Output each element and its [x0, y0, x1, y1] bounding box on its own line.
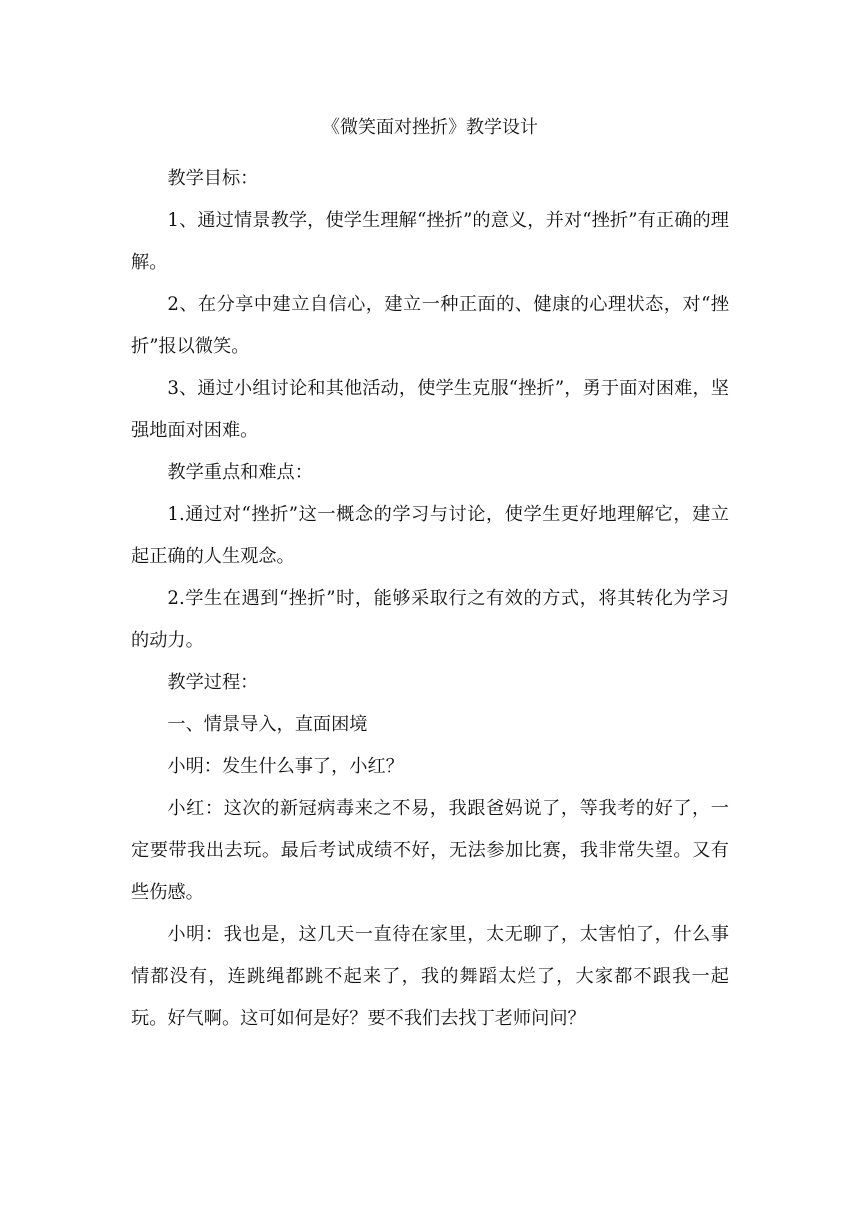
- objective-item: 2、在分享中建立自信心，建立一种正面的、健康的心理状态，对“挫折”报以微笑。: [131, 294, 729, 357]
- dialogue-line: 小明：我也是，这几天一直待在家里，太无聊了，太害怕了，什么事情都没有，连跳绳都跳不起来了，我的舞蹈太烂了，大家都不跟我一起玩。好气啊。这可如何是好？要不我们去找丁老师问问？: [131, 924, 729, 1029]
- document-body: [131, 112, 729, 1040]
- objective-item: 3、通过小组讨论和其他活动，使学生克服“挫折”，勇于面对困难，坚强地面对困难。: [131, 378, 729, 441]
- dialogue-line: 小红：这次的新冠病毒来之不易，我跟爸妈说了，等我考的好了，一定要带我出去玩。最后考试成绩不好，无法参加比赛，我非常失望。又有些伤感。: [131, 798, 729, 903]
- document-title: 《微笑面对挫折》教学设计: [322, 117, 538, 138]
- key-point-item: 1.通过对“挫折”这一概念的学习与讨论，使学生更好地理解它，建立起正确的人生观念。: [131, 504, 729, 567]
- objective-item: 1、通过情景教学，使学生理解“挫折”的意义，并对“挫折”有正确的理解。: [131, 210, 729, 273]
- key-point-item: 2.学生在遇到“挫折”时，能够采取行之有效的方式，将其转化为学习的动力。: [131, 588, 729, 651]
- section-one-heading: 一、情景导入，直面困境: [167, 714, 368, 735]
- dialogue-line: 小明：发生什么事了，小红？: [167, 756, 404, 777]
- process-heading: 教学过程：: [167, 672, 259, 693]
- key-points-heading: 教学重点和难点：: [167, 462, 313, 483]
- objectives-heading: 教学目标：: [167, 168, 259, 189]
